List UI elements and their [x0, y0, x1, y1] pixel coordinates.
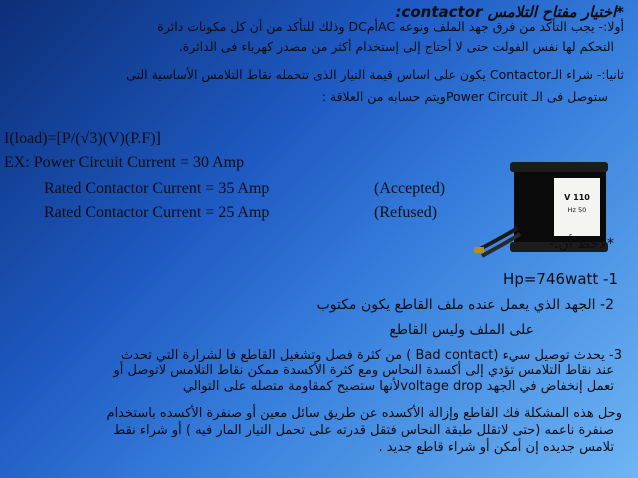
note-3-line2: عند نقاط التلامس تؤدي إلى أكسدة النحاس ومع كثرة الأكسدة ممكن نقاط التلامس لاتوصل أو — [113, 363, 614, 378]
note-3-line3: تعمل إنخفاض في الجهد voltage dropلأنها ستصبح كمقاومة متصله على التوالي — [182, 379, 614, 394]
notes-header: *لاحظ أن:- — [548, 236, 614, 252]
section1-line1: أولا:- يجب التأكد من فرق جهد الملف ونوعه ACأمDC وذلك للتأكد من أن كل مكونات دائرة — [157, 19, 624, 34]
note-1: Hp=746watt -1 — [503, 270, 618, 288]
section1-line2: التحكم لها نفس الفولت حتى لا أحتاج إلى إستخدام أكثر من مصدر كهرباء فى الدائرة. — [178, 39, 614, 54]
rated-current-status-1: (Accepted) — [374, 180, 446, 197]
example-line: EX: Power Circuit Current = 30 Amp — [4, 154, 245, 171]
section2-line1: ثانيا:- شراء الـContactor يكون على اساس قيمة التيار الذى تتحمله نقاط التلامس الأساسية التى — [126, 67, 624, 82]
coil-frequency-label: Hz 50 — [567, 206, 587, 214]
section2-line2: ستوصل فى الـ Power Circuitويتم حسابه من العلاقة : — [321, 89, 608, 104]
solution-line2: صنفرة ناعمه (حتى لاتقلل طبقة النحاس فتقل قدرته على تحمل التيار المار فيه ) أو شراء نقط — [113, 423, 614, 438]
solution-line3: تلامس جديده إن أمكن أو شراء قاطع جديد . — [378, 440, 614, 455]
coil-voltage-label: V 110 — [564, 193, 590, 202]
rated-current-row-2: Rated Contactor Current = 25 Amp — [44, 204, 270, 221]
note-2-line1: 2- الجهد الذي يعمل عنده ملف القاطع يكون مكتوب — [316, 297, 614, 313]
current-formula: I(load)=[P/(√3)(V)(P.F)] — [4, 130, 161, 147]
slide-title: *اختيار مفتاح التلامس contactor: — [395, 3, 624, 21]
note-2-line2: على الملف وليس القاطع — [389, 322, 534, 338]
solution-line1: وحل هذه المشكلة فك القاطع وإزالة الأكسده عن طريق سائل معين أو صنفرة الأكسده باستخدام — [106, 406, 622, 421]
rated-current-row-1: Rated Contactor Current = 35 Amp — [44, 180, 270, 197]
rated-current-status-2: (Refused) — [374, 204, 438, 221]
note-3-line1: 3- يحدث توصيل سيء (Bad contact ) من كثرة فصل وتشغيل القاطع فا لشرارة التي تحدث — [120, 348, 622, 363]
